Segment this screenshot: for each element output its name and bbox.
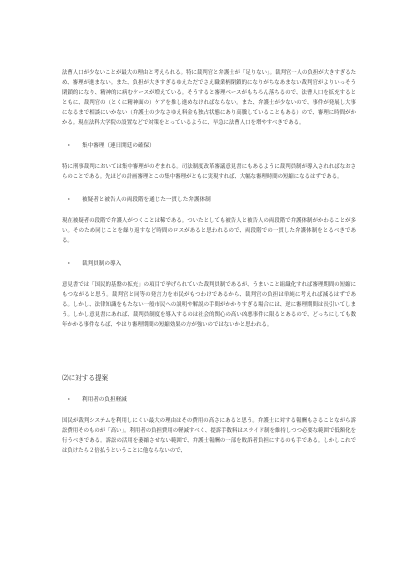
section-body-lay-judge: 意見書では「国民的基盤の拡充」の項目で挙げられていた裁判員制であるが、うまいこと組織化すれば審理期間の短縮にもつながると思う。裁判官と同等の発言力を市民がもつわけであるから、裁判官の負担は単純に考えれば減るはずである。しかし、法律知識をもたない一般市民への説明や解説の手間がかかりすぎる場合には、逆に審理期間は長引いてしまう。しかし意見書にあれば、裁判員制度を導入するのは社会的関心の高い凶悪事件に限るとあるので、どっちにしても数年かかる事件ならば、やはり審理期間の短縮効果の方が強いのではないかと思われる。 [62,282,356,328]
section-title: 被疑者と被告人の両段階を通じた一貫した弁護体制 [82,197,211,203]
bullet-icon: ・ [66,197,72,203]
section-heading-intensive-trial [62,141,356,151]
section-heading-user-burden [62,395,356,405]
section-body-user-burden: 国民が裁判システムを利用しにくい最大の理由はその費用の高さにあると思う。弁護士に対する報酬もさることながら訴訟費用そのものが「高い」。利用者の負担費用の軽減すべく、提訴手数料はスライド制を維持しつつ必要な範囲で低額化を行うべきである。訴訟の活用を萎縮させない範囲で、弁護士報酬の一部を敗訴者負担にするのも手である。しかしこれでは負けたら２倍払うということに他ならないので、 [62,418,356,454]
section-title: 集中審理（連日開廷の確保） [82,143,155,149]
section-title: 裁判員制の導入 [82,261,122,267]
section-body-consistent-defense: 現在被疑者の段階で弁護人がつくことは稀である。ついたとしても被告人と被告人の両段階で弁護体制がかわることが多い。そのため同じことを繰り返すなど時間のロスがあると思われるので、両段階での一貫した弁護体制をとるべきである。 [62,218,356,244]
document-page [62,68,356,456]
part-heading: ⑵に対する提案 [62,374,109,382]
bullet-icon: ・ [66,397,72,403]
intro-paragraph: 法曹人口が少ないことが最大の理由と考えられる。特に裁判官と弁護士が「足りない」。裁判官一人の負担が大きすぎるため、審理が進まない。また、負担が大きすぎるゆえただでさえ職業柄閉鎖的になりがちなあまない裁判官がよりいっそう閉鎖的になり、精神的に病むケースが増えている。そうすると審理ベースがもちろん落ちるので、法曹人口を拡充するとともに、裁判官の（とくに精神面の）ケアを推し進めなければならない。また、弁護士が少ないので、事件が発展し大事になるまで相談にいかない（弁護士の少なさゆえ料金も独占状態にあり高騰していることもある）ので、審理に時間がかかる。現在法科大学院の設置などで対策をとっているように、早急に法曹人口を増やすべきである。 [62,70,356,126]
bullet-icon: ・ [66,261,72,267]
section-body-intensive-trial: 特に刑事裁判においては集中審理がのぞまれる。司法制度改革審議意見書にもあるように裁判員制が導入されればなおさらのことである。先ほどの計画審理とこの集中審理がともに実現すれば、大幅な審理時間の短縮になるはずである。 [62,164,356,180]
section-heading-consistent-defense [62,195,356,205]
bullet-icon: ・ [66,143,72,149]
section-heading-lay-judge [62,259,356,269]
section-title: 利用者の負担軽減 [82,397,127,403]
